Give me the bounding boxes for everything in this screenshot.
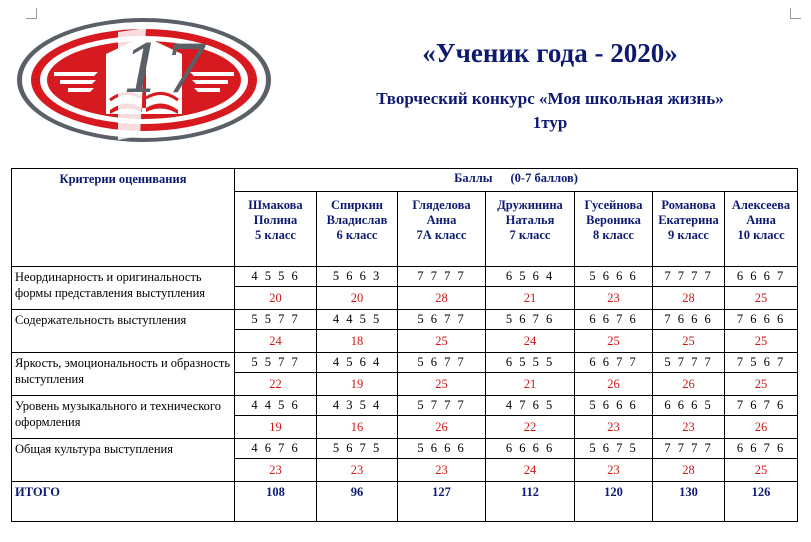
total-row <box>12 482 798 522</box>
criterion-label: Неординарность и оригинальность формы представления выступления <box>12 267 235 310</box>
score-digits: 5 5 7 7 <box>235 310 317 330</box>
score-sum: 23 <box>575 287 653 310</box>
score-digits: 6 6 6 5 <box>653 396 725 416</box>
score-digits: 5 6 7 5 <box>317 439 398 459</box>
score-sum: 25 <box>725 330 798 353</box>
total-score: 96 <box>317 482 398 522</box>
score-digits: 5 6 6 6 <box>575 396 653 416</box>
score-digits: 5 7 7 7 <box>398 396 486 416</box>
score-sum: 24 <box>235 330 317 353</box>
score-sum: 23 <box>235 459 317 482</box>
student-first-name: Владислав <box>326 213 388 227</box>
score-digits: 5 6 7 6 <box>486 310 575 330</box>
score-digits: 5 6 7 7 <box>398 310 486 330</box>
score-sum: 26 <box>575 373 653 396</box>
student-first-name: Вероника <box>586 213 641 227</box>
score-digits: 6 6 7 6 <box>725 439 798 459</box>
points-header-range: (0-7 баллов) <box>510 171 578 185</box>
score-sum: 23 <box>575 459 653 482</box>
score-sum: 22 <box>486 416 575 439</box>
criteria-header: Критерии оценивания <box>12 169 235 267</box>
score-sum: 24 <box>486 459 575 482</box>
score-sum: 25 <box>398 373 486 396</box>
student-last-name: Шмакова <box>248 198 303 212</box>
score-sum: 25 <box>575 330 653 353</box>
criterion-scores-row <box>12 353 798 373</box>
student-class: 5 класс <box>255 228 296 242</box>
student-header <box>725 192 798 267</box>
student-first-name: Анна <box>746 213 776 227</box>
score-digits: 4 3 5 4 <box>317 396 398 416</box>
criterion-label: Содержательность выступления <box>12 310 235 353</box>
score-sum: 25 <box>725 287 798 310</box>
student-last-name: Дружинина <box>497 198 563 212</box>
student-last-name: Романова <box>661 198 716 212</box>
score-sum: 23 <box>575 416 653 439</box>
student-class: 9 класс <box>668 228 709 242</box>
header-row <box>12 169 798 192</box>
student-header <box>653 192 725 267</box>
score-digits: 7 6 6 6 <box>653 310 725 330</box>
student-class: 8 класс <box>593 228 634 242</box>
score-digits: 6 6 7 6 <box>575 310 653 330</box>
score-digits: 5 5 7 7 <box>235 353 317 373</box>
score-digits: 5 6 6 6 <box>398 439 486 459</box>
score-sum: 23 <box>653 416 725 439</box>
score-digits: 5 6 6 3 <box>317 267 398 287</box>
student-last-name: Алексеева <box>731 198 791 212</box>
score-digits: 7 7 7 7 <box>653 439 725 459</box>
score-sum: 26 <box>398 416 486 439</box>
student-class: 6 класс <box>336 228 378 242</box>
score-digits: 5 6 6 6 <box>575 267 653 287</box>
score-digits: 7 7 7 7 <box>398 267 486 287</box>
score-digits: 7 6 6 6 <box>725 310 798 330</box>
student-first-name: Екатерина <box>658 213 719 227</box>
student-class: 10 класс <box>737 228 785 242</box>
student-header <box>575 192 653 267</box>
student-class: 7 класс <box>509 228 551 242</box>
score-digits: 4 5 6 4 <box>317 353 398 373</box>
student-class: 7А класс <box>416 228 467 242</box>
score-sum: 23 <box>317 459 398 482</box>
score-sum: 21 <box>486 373 575 396</box>
contest-round: 1тур <box>532 113 568 132</box>
page-title: «Ученик года - 2020» <box>422 38 678 68</box>
score-digits: 5 7 7 7 <box>653 353 725 373</box>
total-score: 112 <box>486 482 575 522</box>
score-sum: 28 <box>653 459 725 482</box>
student-last-name: Гусейнова <box>584 198 643 212</box>
score-sum: 20 <box>317 287 398 310</box>
student-header <box>398 192 486 267</box>
logo-number: 17 <box>122 31 206 108</box>
student-first-name: Полина <box>253 213 298 227</box>
score-digits: 5 6 7 7 <box>398 353 486 373</box>
points-header-label: Баллы <box>454 171 493 185</box>
score-digits: 4 4 5 5 <box>317 310 398 330</box>
criterion-scores-row <box>12 310 798 330</box>
score-digits: 4 7 6 5 <box>486 396 575 416</box>
score-sum: 20 <box>235 287 317 310</box>
score-digits: 7 7 7 7 <box>653 267 725 287</box>
student-header <box>486 192 575 267</box>
points-header <box>235 169 798 192</box>
score-digits: 6 6 6 7 <box>725 267 798 287</box>
criterion-scores-row <box>12 396 798 416</box>
score-digits: 6 5 6 4 <box>486 267 575 287</box>
student-last-name: Гляделова <box>412 198 471 212</box>
score-digits: 4 6 7 6 <box>235 439 317 459</box>
criterion-label: Общая культура выступления <box>12 439 235 482</box>
score-sum: 23 <box>398 459 486 482</box>
criterion-scores-row <box>12 267 798 287</box>
student-header <box>235 192 317 267</box>
score-sum: 26 <box>653 373 725 396</box>
criterion-label: Яркость, эмоциональность и образность выступления <box>12 353 235 396</box>
score-sum: 19 <box>235 416 317 439</box>
score-digits: 4 4 5 6 <box>235 396 317 416</box>
score-digits: 5 6 7 5 <box>575 439 653 459</box>
score-sum: 18 <box>317 330 398 353</box>
student-first-name: Анна <box>426 213 457 227</box>
corner-mark-right <box>790 8 801 19</box>
total-score: 120 <box>575 482 653 522</box>
score-sum: 28 <box>398 287 486 310</box>
score-digits: 7 6 7 6 <box>725 396 798 416</box>
criterion-label: Уровень музыкального и технического оформления <box>12 396 235 439</box>
score-digits: 6 6 7 7 <box>575 353 653 373</box>
criterion-scores-row <box>12 439 798 459</box>
score-sum: 25 <box>725 373 798 396</box>
total-score: 127 <box>398 482 486 522</box>
score-digits: 4 5 5 6 <box>235 267 317 287</box>
contest-subtitle: Творческий конкурс «Моя школьная жизнь» <box>376 89 724 108</box>
total-score: 130 <box>653 482 725 522</box>
score-sum: 25 <box>725 459 798 482</box>
score-sum: 24 <box>486 330 575 353</box>
score-sum: 19 <box>317 373 398 396</box>
score-sum: 26 <box>725 416 798 439</box>
total-score: 126 <box>725 482 798 522</box>
score-digits: 7 5 6 7 <box>725 353 798 373</box>
total-score: 108 <box>235 482 317 522</box>
score-sum: 28 <box>653 287 725 310</box>
score-digits: 6 5 5 5 <box>486 353 575 373</box>
score-sum: 22 <box>235 373 317 396</box>
student-last-name: Спиркин <box>331 198 383 212</box>
school-logo <box>14 14 274 150</box>
score-sum: 25 <box>398 330 486 353</box>
student-header <box>317 192 398 267</box>
student-first-name: Наталья <box>505 213 555 227</box>
scores-table <box>11 168 798 522</box>
score-sum: 21 <box>486 287 575 310</box>
score-sum: 16 <box>317 416 398 439</box>
score-sum: 25 <box>653 330 725 353</box>
total-label: ИТОГО <box>12 482 235 522</box>
score-digits: 6 6 6 6 <box>486 439 575 459</box>
